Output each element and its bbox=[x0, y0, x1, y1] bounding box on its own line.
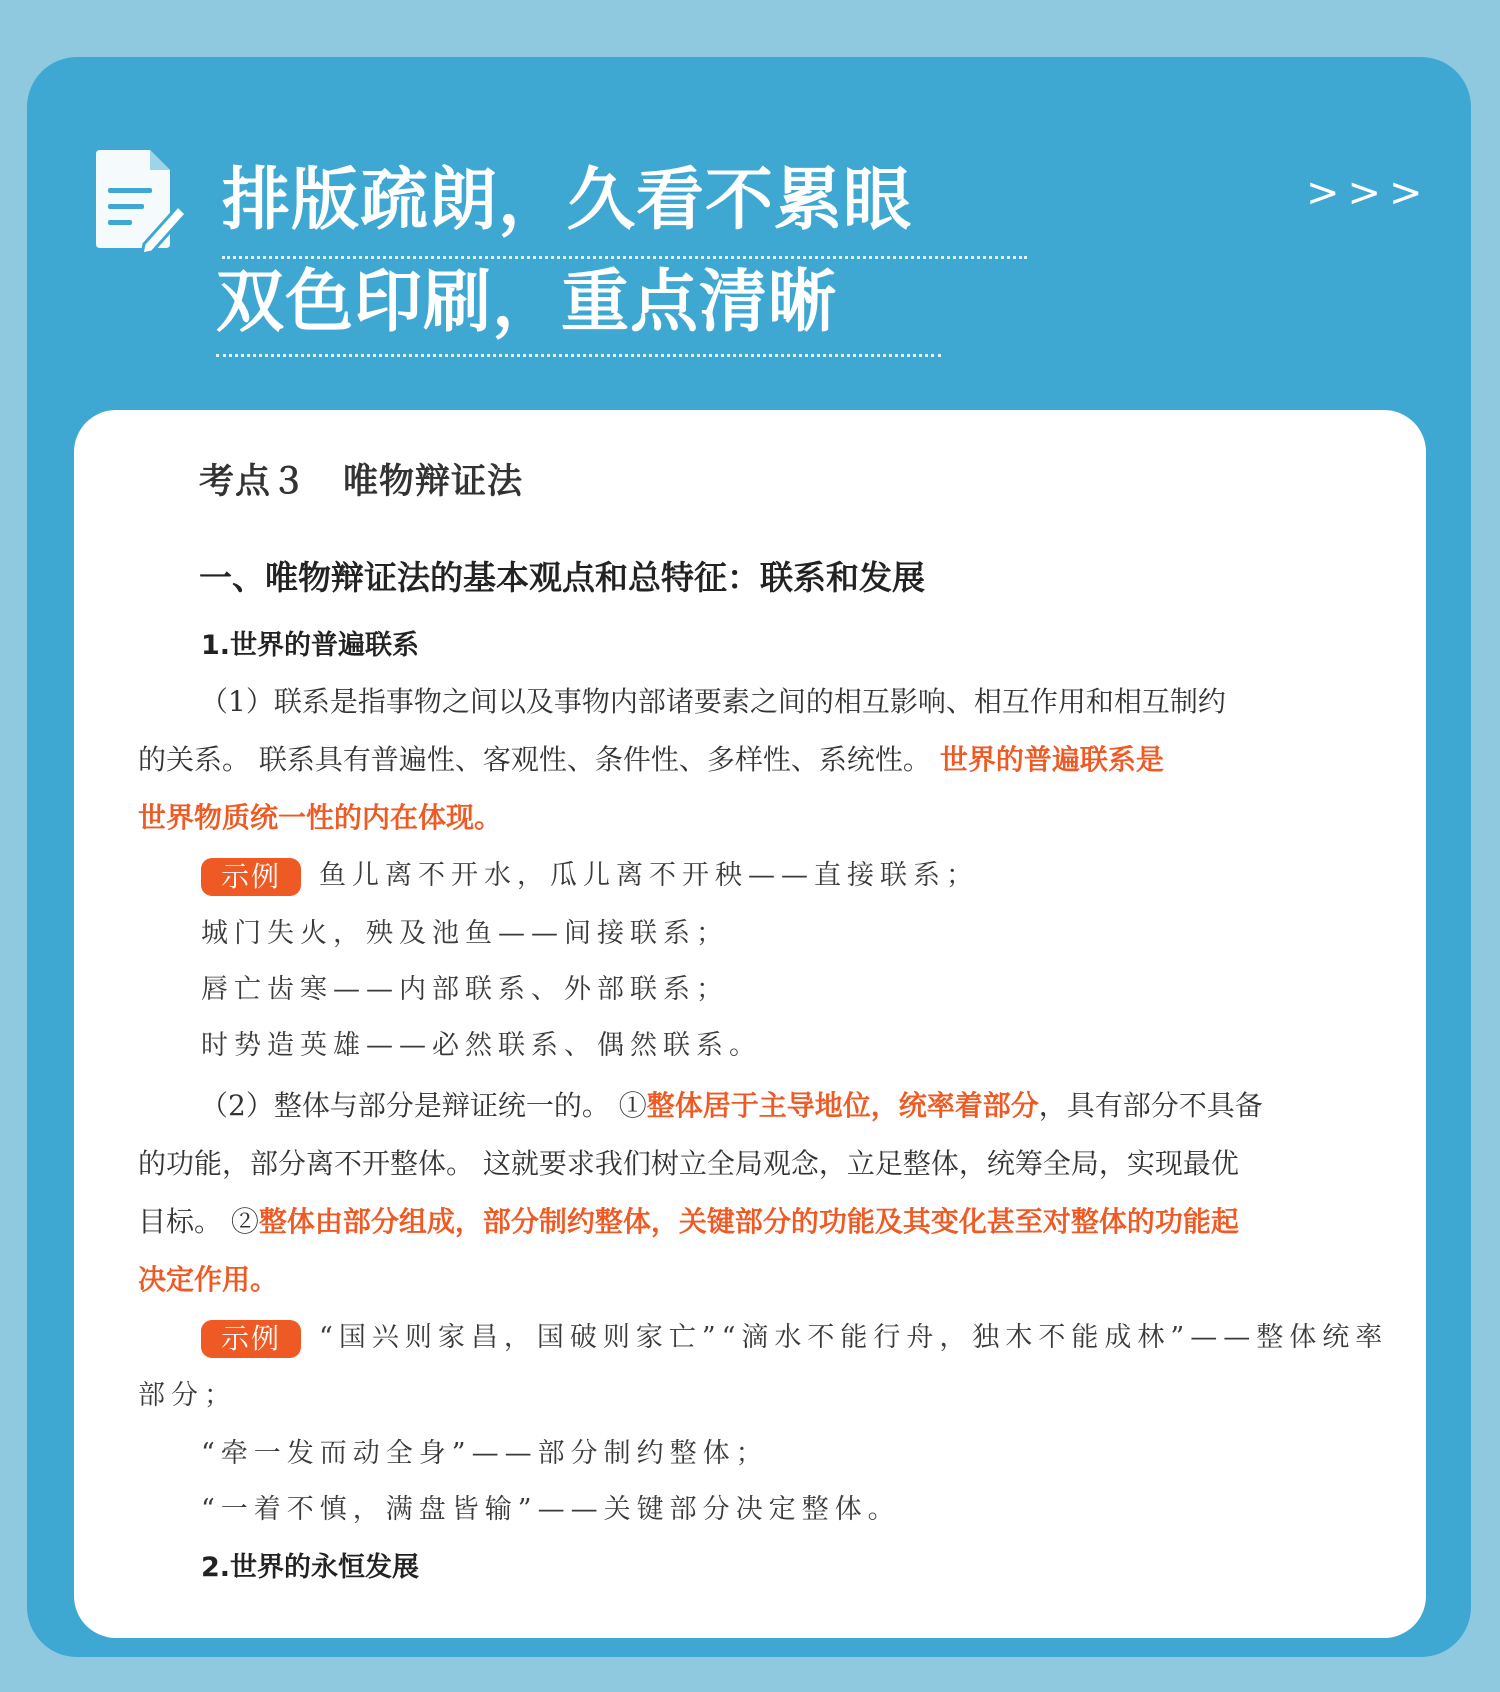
paragraph-text: 的关系。 联系具有普遍性、客观性、条件性、多样性、系统性。 bbox=[138, 743, 931, 776]
paragraph-line bbox=[138, 1202, 1239, 1242]
paragraph-text: （2）整体与部分是辩证统一的。 ① bbox=[200, 1089, 647, 1122]
headline-line-1: 排版疏朗，久看不累眼 bbox=[222, 160, 913, 240]
example-line: “牵一发而动全身”——部分制约整体； bbox=[201, 1438, 769, 1469]
example-tag: 示例 bbox=[201, 1320, 301, 1358]
highlight-text: 决定作用。 bbox=[138, 1263, 279, 1296]
paragraph-line bbox=[138, 740, 1164, 780]
document-pencil-icon bbox=[92, 148, 192, 258]
paragraph-line bbox=[200, 1086, 1263, 1126]
content-card bbox=[74, 410, 1426, 1638]
highlight-text: 整体居于主导地位，统率着部分 bbox=[646, 1089, 1039, 1122]
paragraph-line: （1）联系是指事物之间以及事物内部诸要素之间的相互影响、相互作用和相互制约 bbox=[200, 685, 1226, 718]
dotted-divider bbox=[216, 354, 941, 357]
highlight-text: 世界物质统一性的内在体现。 bbox=[138, 801, 503, 834]
example-line: “一着不慎，满盘皆输”——关键部分决定整体。 bbox=[201, 1494, 901, 1525]
example-line: 部分； bbox=[138, 1380, 237, 1411]
subsection-heading: 1.世界的普遍联系 bbox=[201, 630, 420, 661]
highlight-text: 世界的普遍联系是 bbox=[939, 743, 1164, 776]
example-line: 城门失火，殃及池鱼——间接联系； bbox=[201, 918, 729, 949]
example-line: 时势造英雄——必然联系、偶然联系。 bbox=[201, 1030, 762, 1061]
example-tag: 示例 bbox=[201, 858, 301, 896]
dotted-divider bbox=[222, 256, 1027, 259]
subsection-heading: 2.世界的永恒发展 bbox=[201, 1552, 420, 1583]
example-text: 鱼儿离不开水，瓜儿离不开秧——直接联系； bbox=[319, 860, 980, 891]
section-heading: 一、唯物辩证法的基本观点和总特征：联系和发展 bbox=[199, 558, 925, 597]
highlight-text: 整体由部分组成，部分制约整体，关键部分的功能及其变化甚至对整体的功能起 bbox=[258, 1205, 1239, 1238]
paragraph-text: ，具有部分不具备 bbox=[1038, 1089, 1263, 1122]
example-line bbox=[201, 1318, 1388, 1358]
headline-line-2: 双色印刷，重点清晰 bbox=[216, 262, 838, 342]
example-line bbox=[201, 856, 979, 896]
example-text: “国兴则家昌，国破则家亡”“滴水不能行舟，独木不能成林”——整体统率 bbox=[319, 1322, 1389, 1353]
topic-title: 考点３ 唯物辩证法 bbox=[199, 462, 524, 502]
example-line: 唇亡齿寒——内部联系、外部联系； bbox=[201, 974, 729, 1005]
more-arrows-icon[interactable]: >>> bbox=[1306, 170, 1431, 216]
paragraph-text: 目标。 ② bbox=[138, 1205, 259, 1238]
paragraph-line: 的功能，部分离不开整体。 这就要求我们树立全局观念，立足整体，统筹全局，实现最优 bbox=[138, 1147, 1239, 1180]
